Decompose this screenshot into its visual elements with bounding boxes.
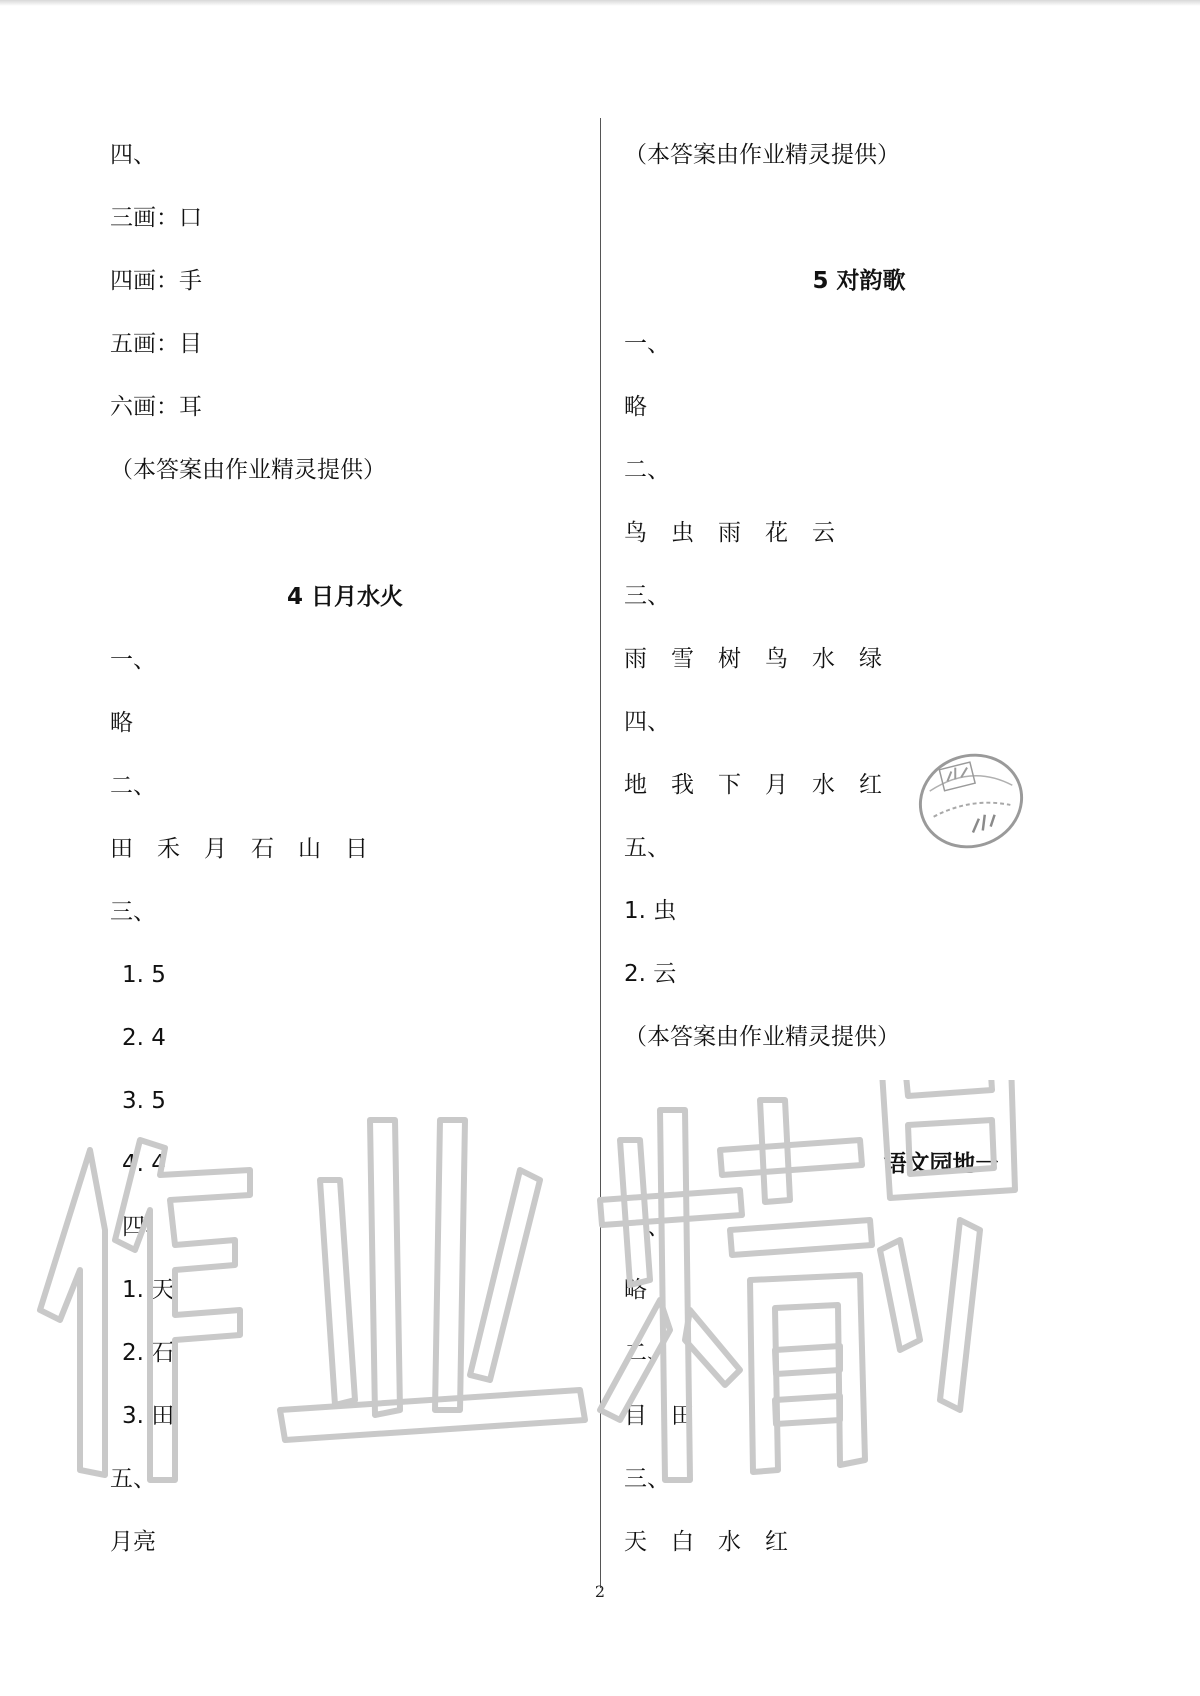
char: 月 xyxy=(765,772,788,798)
right-line-2: 一、 xyxy=(624,331,670,357)
right-line-12: 2. 云 xyxy=(624,961,677,987)
left-line-15: 4. 4 xyxy=(122,1151,166,1177)
char: 树 xyxy=(718,646,741,672)
right-line-16: 二、 xyxy=(624,1340,670,1366)
left-line-19: 3. 田 xyxy=(122,1403,175,1429)
left-attribution: （本答案由作业精灵提供） xyxy=(110,457,386,483)
left-line-4: 五画：目 xyxy=(110,331,202,357)
char: 花 xyxy=(765,520,788,546)
char: 目 xyxy=(624,1403,647,1429)
right-section-title-2: 语文园地一 xyxy=(883,1151,999,1177)
left-line-14: 3. 5 xyxy=(122,1088,166,1114)
char: 禾 xyxy=(157,836,180,862)
left-line-20: 五、 xyxy=(110,1466,156,1492)
left-line-3: 四画：手 xyxy=(110,268,202,294)
left-line-9: 二、 xyxy=(110,773,156,799)
right-line-14: 一、 xyxy=(624,1214,670,1240)
right-char-row-2 xyxy=(624,644,906,674)
char: 天 xyxy=(624,1529,647,1555)
char: 水 xyxy=(812,646,835,672)
char: 雨 xyxy=(718,520,741,546)
left-line-16: 四、 xyxy=(122,1214,168,1240)
right-line-10: 五、 xyxy=(624,835,670,861)
char: 地 xyxy=(624,772,647,798)
left-line-13: 2. 4 xyxy=(122,1025,166,1051)
char: 白 xyxy=(671,1529,694,1555)
char: 雪 xyxy=(671,646,694,672)
char: 下 xyxy=(718,772,741,798)
right-attribution-2: （本答案由作业精灵提供） xyxy=(624,1024,900,1050)
page-number: 2 xyxy=(594,1582,606,1601)
left-char-row-1 xyxy=(110,834,392,864)
char: 水 xyxy=(812,772,835,798)
scan-top-edge xyxy=(0,0,1200,6)
char: 雨 xyxy=(624,646,647,672)
char: 月 xyxy=(204,836,227,862)
char: 云 xyxy=(812,520,835,546)
char: 山 xyxy=(298,836,321,862)
left-line-12: 1. 5 xyxy=(122,962,166,988)
char: 鸟 xyxy=(765,646,788,672)
right-char-row-4 xyxy=(624,1401,718,1431)
right-line-11: 1. 虫 xyxy=(624,898,677,924)
right-attribution-1: （本答案由作业精灵提供） xyxy=(624,142,900,168)
char: 鸟 xyxy=(624,520,647,546)
right-char-row-5 xyxy=(624,1527,812,1557)
right-line-8: 四、 xyxy=(624,709,670,735)
left-line-21: 月亮 xyxy=(110,1529,156,1555)
char: 我 xyxy=(671,772,694,798)
right-line-3: 略 xyxy=(624,394,647,420)
left-section-title: 4 日月水火 xyxy=(286,584,403,610)
left-line-17: 1. 天 xyxy=(122,1277,175,1303)
right-line-18: 三、 xyxy=(624,1466,670,1492)
char: 虫 xyxy=(671,520,694,546)
char: 水 xyxy=(718,1529,741,1555)
char: 红 xyxy=(859,772,882,798)
right-line-15: 略 xyxy=(624,1277,647,1303)
left-line-11: 三、 xyxy=(110,899,156,925)
left-line-5: 六画：耳 xyxy=(110,394,202,420)
right-section-title-1: 5 对韵歌 xyxy=(812,268,906,294)
seal-stamp-icon xyxy=(912,742,1030,860)
char: 石 xyxy=(251,836,274,862)
char: 田 xyxy=(110,836,133,862)
char: 红 xyxy=(765,1529,788,1555)
left-line-8: 略 xyxy=(110,710,133,736)
char: 田 xyxy=(671,1403,694,1429)
column-divider xyxy=(600,118,601,1588)
right-char-row-1 xyxy=(624,518,859,548)
left-line-18: 2. 石 xyxy=(122,1340,175,1366)
left-line-2: 三画：口 xyxy=(110,205,202,231)
char: 绿 xyxy=(859,646,882,672)
left-line-1: 四、 xyxy=(110,142,156,168)
right-line-6: 三、 xyxy=(624,583,670,609)
char: 日 xyxy=(345,836,368,862)
right-char-row-3 xyxy=(624,770,906,800)
left-line-7: 一、 xyxy=(110,647,156,673)
right-line-4: 二、 xyxy=(624,457,670,483)
